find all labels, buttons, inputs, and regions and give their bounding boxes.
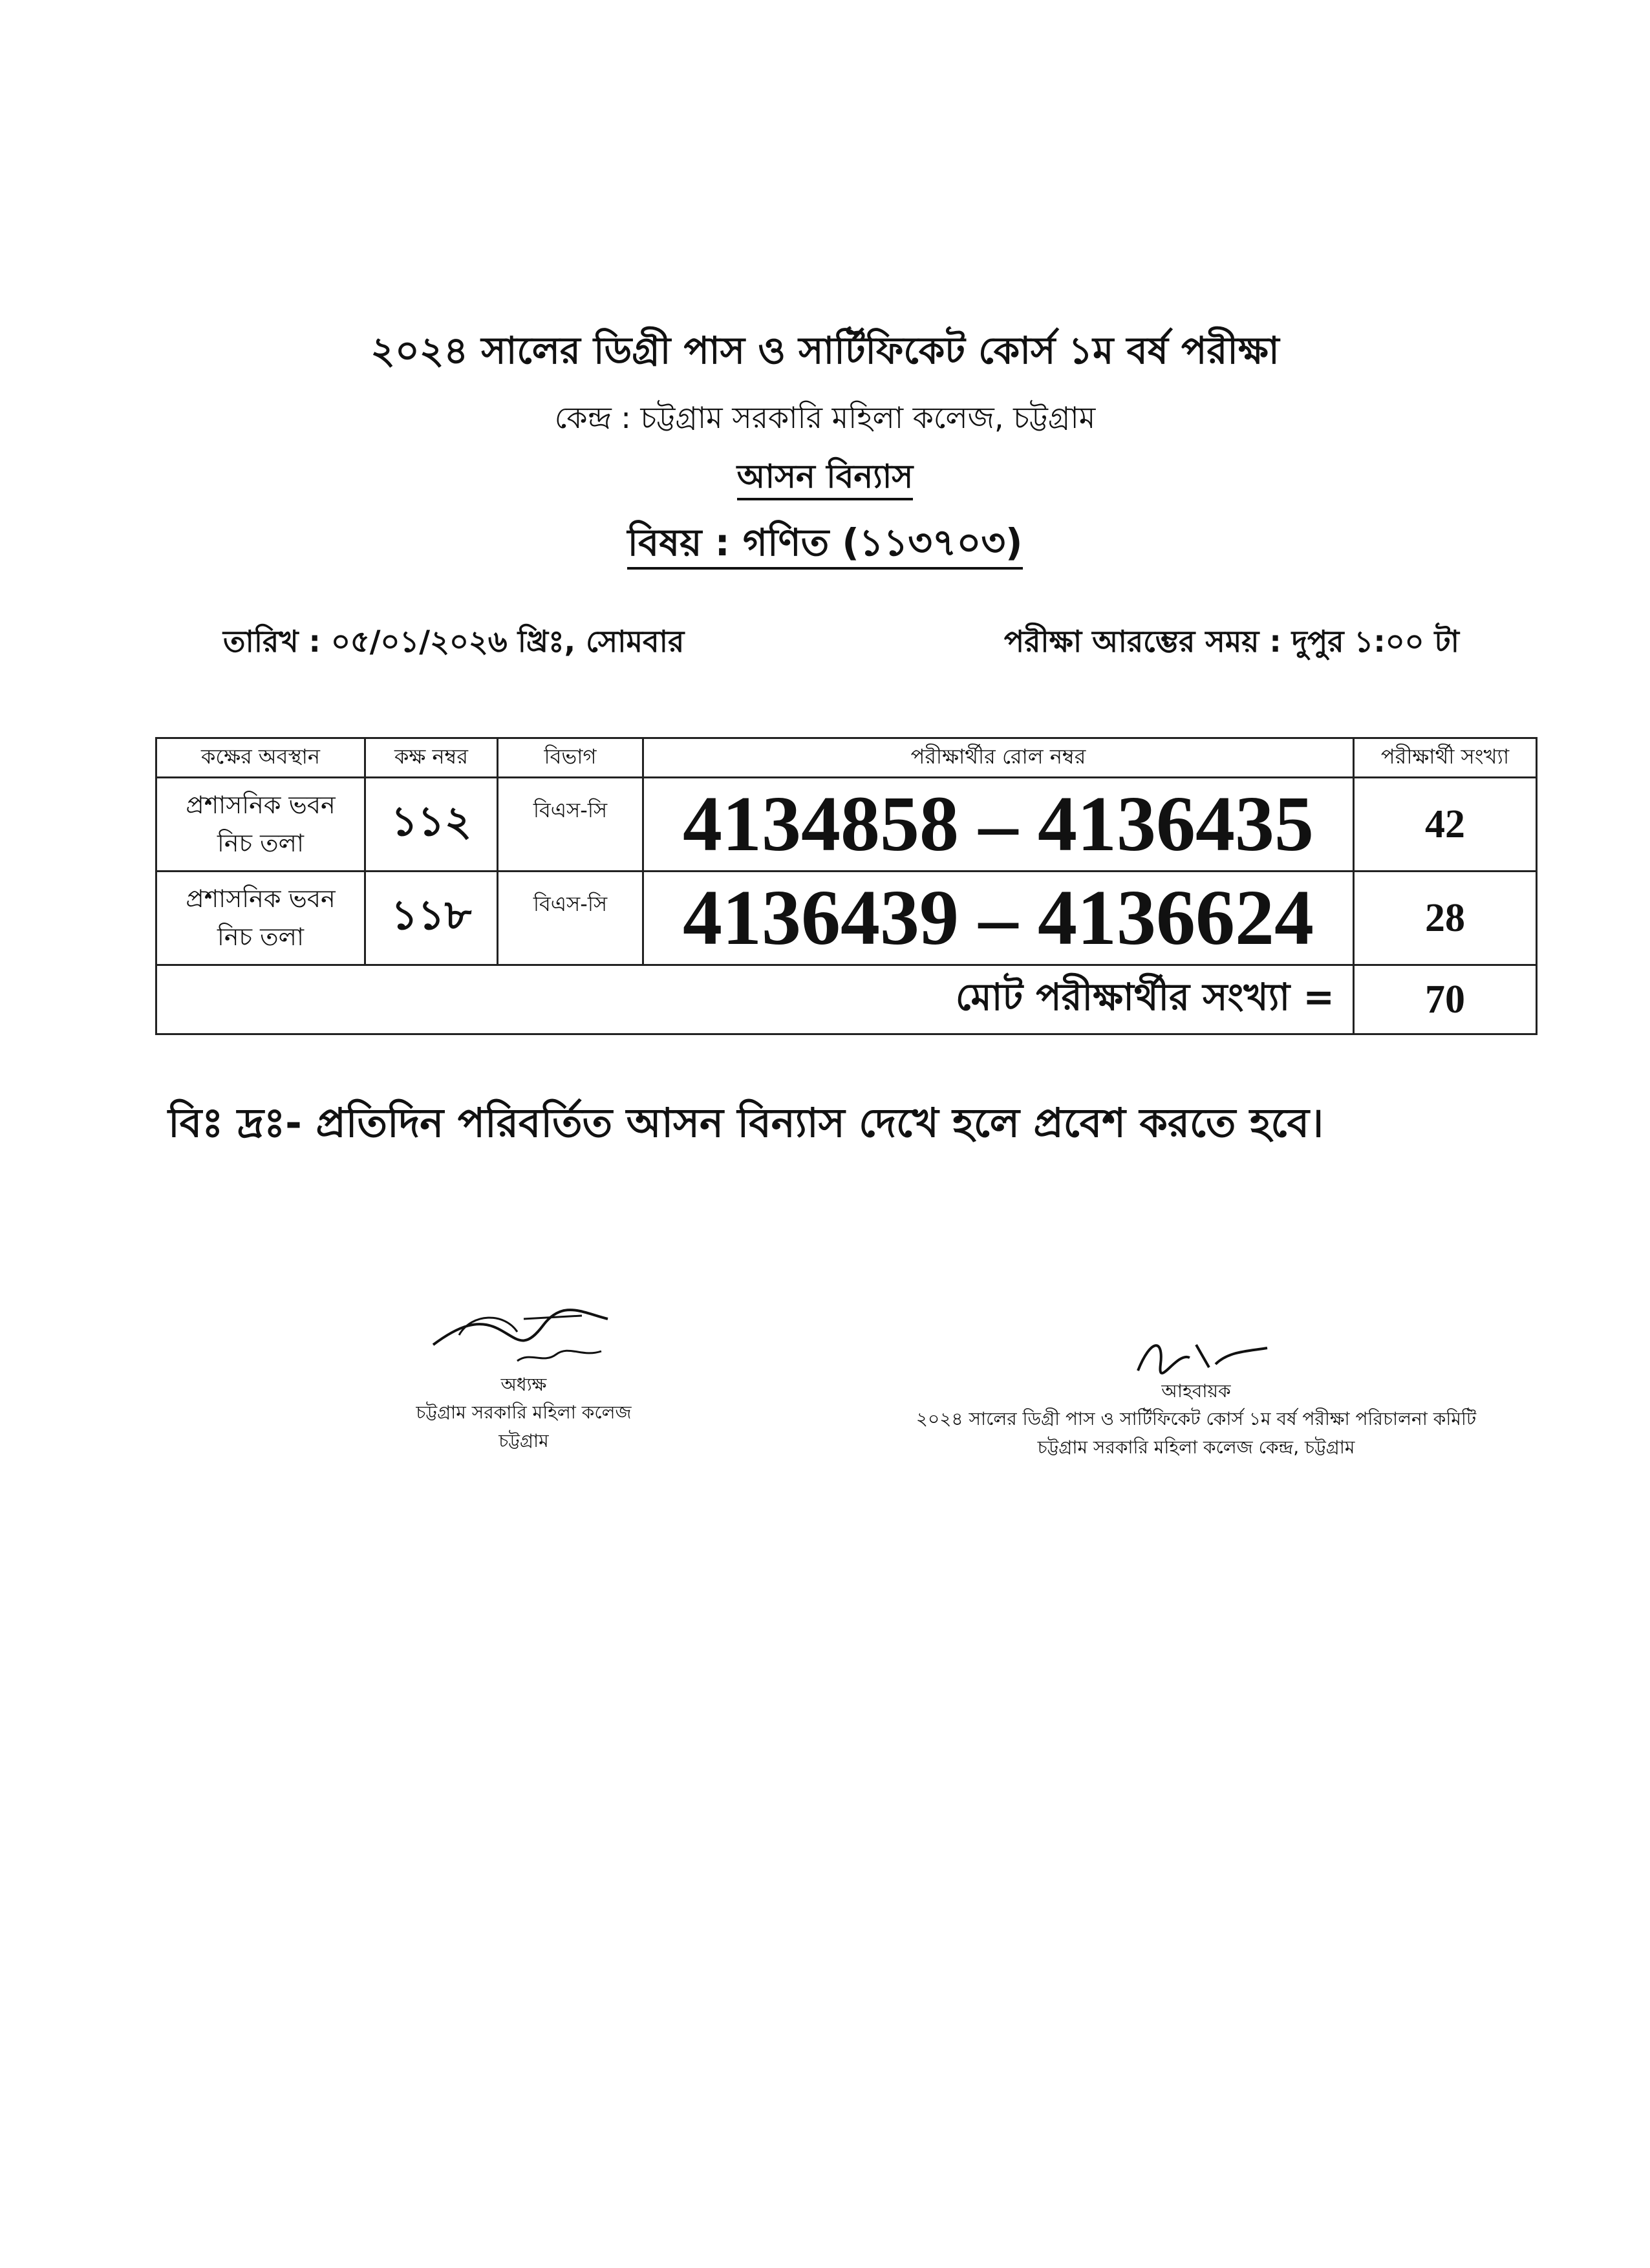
room-location <box>156 872 365 965</box>
seat-plan-table <box>155 737 1538 1035</box>
header-room-location: কক্ষের অবস্থান <box>156 738 365 778</box>
roll-range: 4136439 – 4136624 <box>643 872 1354 965</box>
roll-range: 4134858 – 4136435 <box>643 778 1354 872</box>
room-number: ১১৮ <box>365 872 498 965</box>
seat-plan-heading <box>0 453 1650 506</box>
convener-signature-block <box>808 1332 1584 1461</box>
table-header-row <box>156 738 1537 778</box>
principal-city: চট্টগ্রাম <box>498 1429 549 1451</box>
total-row <box>156 965 1537 1034</box>
subject-text: বিষয় : গণিত (১১৩৭০৩) <box>627 520 1022 570</box>
exam-start-time: পরীক্ষা আরম্ভের সময় : দুপুর ১:০০ টা <box>1003 624 1459 659</box>
department: বিএস-সি <box>498 872 643 965</box>
convener-signature-scribble <box>1099 1332 1293 1377</box>
table-row <box>156 872 1537 965</box>
convener-center: চট্টগ্রাম সরকারি মহিলা কলেজ কেন্দ্র, চট্টগ্রাম <box>1037 1436 1355 1458</box>
total-label: মোট পরীক্ষার্থীর সংখ্যা = <box>156 965 1354 1034</box>
header-examinee-count: পরীক্ষার্থী সংখ্যা <box>1354 738 1537 778</box>
principal-signature-scribble <box>420 1300 627 1371</box>
examinee-count: 28 <box>1354 872 1537 965</box>
location-building: প্রশাসনিক ভবন <box>186 884 336 914</box>
note: বিঃ দ্রঃ- প্রতিদিন পরিবর্তিত আসন বিন্যাস দেখে হলে প্রবেশ করতে হবে। <box>168 1099 1324 1146</box>
principal-signature-block <box>362 1300 685 1455</box>
header-roll-numbers: পরীক্ষার্থীর রোল নম্বর <box>643 738 1354 778</box>
location-floor: নিচ তলা <box>217 829 304 857</box>
subject-line <box>0 514 1650 577</box>
examinee-count: 42 <box>1354 778 1537 872</box>
exam-title: ২০২৪ সালের ডিগ্রী পাস ও সার্টিফিকেট কোর্স ১ম বর্ষ পরীক্ষা <box>370 328 1280 372</box>
convener-committee: ২০২৪ সালের ডিগ্রী পাস ও সার্টিফিকেট কোর্স ১ম বর্ষ পরীক্ষা পরিচালনা কমিটি <box>916 1408 1477 1430</box>
principal-institution: চট্টগ্রাম সরকারি মহিলা কলেজ <box>416 1402 632 1424</box>
room-location <box>156 778 365 872</box>
location-floor: নিচ তলা <box>217 923 304 951</box>
seat-plan-heading-text: আসন বিন্যাস <box>737 458 914 500</box>
table-row <box>156 778 1537 872</box>
department: বিএস-সি <box>498 778 643 872</box>
exam-date: তারিখ : ০৫/০১/২০২৬ খ্রিঃ, সোমবার <box>223 624 685 659</box>
room-number: ১১২ <box>365 778 498 872</box>
convener-role: আহবায়ক <box>1161 1380 1231 1402</box>
header-room-number: কক্ষ নম্বর <box>365 738 498 778</box>
location-building: প্রশাসনিক ভবন <box>186 791 336 820</box>
total-count: 70 <box>1354 965 1537 1034</box>
header-department: বিভাগ <box>498 738 643 778</box>
principal-role: অধ্যক্ষ <box>500 1374 547 1395</box>
exam-center: কেন্দ্র : চট্টগ্রাম সরকারি মহিলা কলেজ, চট্টগ্রাম <box>554 400 1096 435</box>
